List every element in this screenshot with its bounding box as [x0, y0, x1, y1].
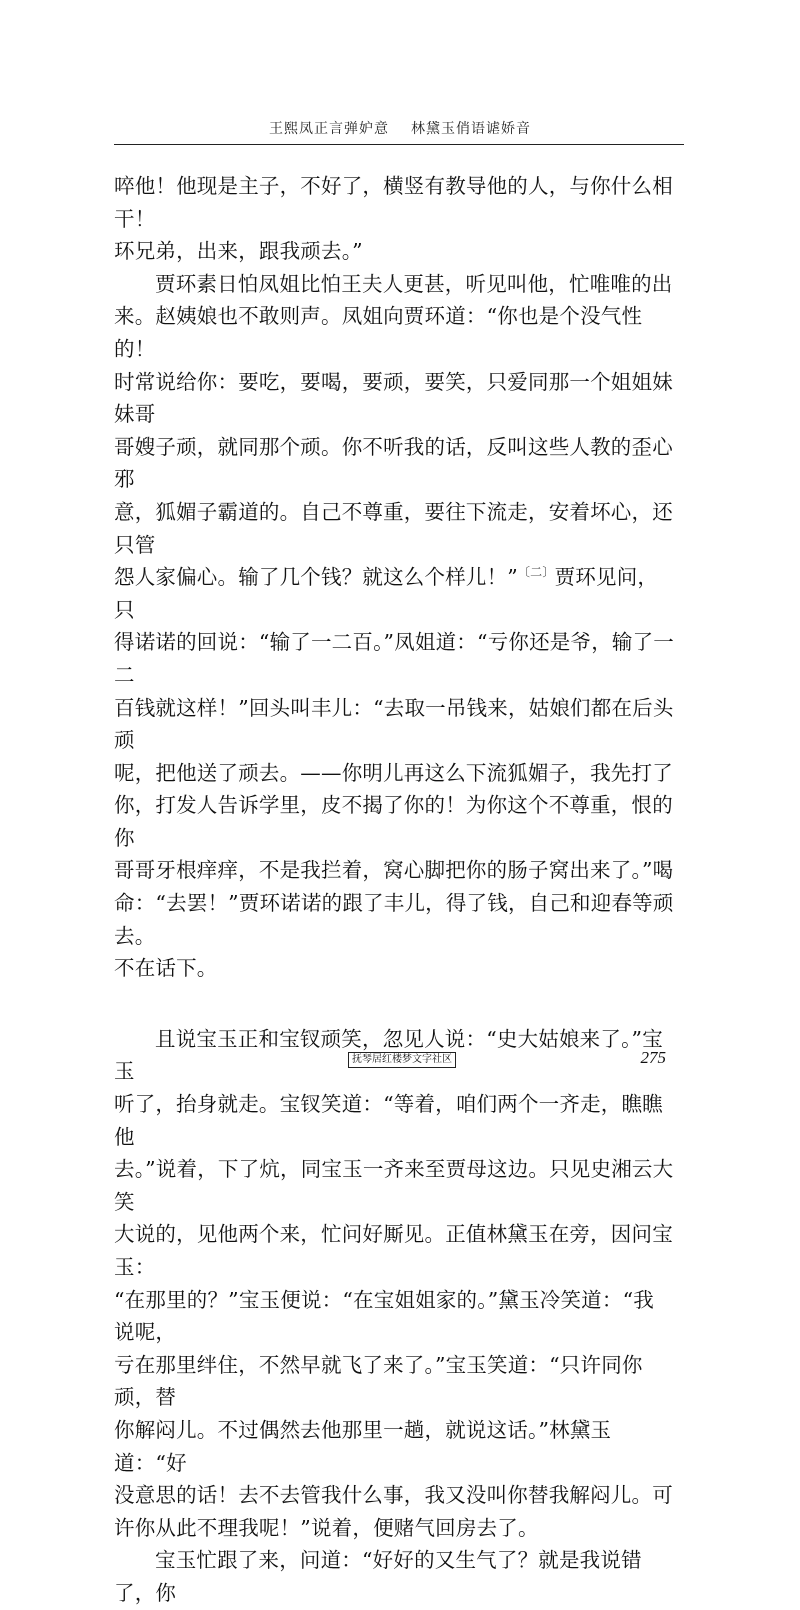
text-line: 你解闷儿。不过偶然去他那里一趟，就说这话。”林黛玉道：“好: [114, 1417, 612, 1475]
text-line: “在那里的？”宝玉便说：“在宝姐姐家的。”黛玉冷笑道：“我说呢，: [114, 1287, 654, 1345]
text-line: 得诺诺的回说：“输了一二百。”凤姐道：“亏你还是爷，输了一二: [114, 630, 674, 687]
text-line-tail: 贾环见问，只: [114, 565, 659, 622]
text-line: 亏在那里绊住，不然早就飞了来了。”宝玉笑道：“只许同你顽，替: [114, 1352, 643, 1410]
running-header: [118, 118, 682, 138]
text-line: 且说宝玉正和宝钗顽笑，忽见人说：“史大姑娘来了。”宝玉: [114, 1026, 663, 1084]
text-line: 啐他！他现是主子，不好了，横竖有教导他的人，与你什么相干！: [114, 174, 673, 231]
header-rule: [114, 144, 684, 145]
paragraph-continuation: [114, 170, 674, 268]
watermark-stamp: 抚琴居红楼梦文字社区: [348, 1052, 456, 1068]
text-line: 怨人家偏心。输了几个钱？就这么个样儿！”: [114, 565, 518, 590]
text-line: 百钱就这样！”回头叫丰儿：“去取一吊钱来，姑娘们都在后头顽: [114, 695, 674, 753]
text-line: 听了，抬身就走。宝钗笑道：“等着，咱们两个一齐走，瞧瞧他: [114, 1092, 663, 1149]
text-line: 去。”说着，下了炕，同宝玉一齐来至贾母这边。只见史湘云大笑: [114, 1157, 674, 1214]
section-break: [114, 985, 674, 1023]
paragraph-baoyu: [114, 1023, 674, 1545]
page-number: 275: [640, 1048, 666, 1067]
text-line: 命：“去罢！”贾环诺诺的跟了丰儿，得了钱，自己和迎春等顽去。: [114, 891, 674, 948]
text-line: 不在话下。: [114, 956, 218, 981]
text-line: 许你从此不理我呢！”说着，便赌气回房去了。: [114, 1515, 539, 1540]
page-footer: [114, 1048, 684, 1082]
text-line: 呢，把他送了顽去。——你明儿再这么下流狐媚子，我先打了: [114, 760, 673, 785]
text-line: 来。赵姨娘也不敢则声。凤姐向贾环道：“你也是个没气性的！: [114, 304, 643, 361]
footnote-marker[interactable]: 〔二〕: [517, 565, 555, 580]
text-line: 大说的，见他两个来，忙问好厮见。正值林黛玉在旁，因问宝玉：: [114, 1222, 673, 1279]
chapter-title-right: 林黛玉俏语谑娇音: [411, 121, 531, 137]
text-line: 没意思的话！去不去管我什么事，我又没叫你替我解闷儿。可: [114, 1483, 673, 1508]
text-line: 哥嫂子顽，就同那个顽。你不听我的话，反叫这些人教的歪心邪: [114, 434, 673, 492]
paragraph-baoyu-follows: [114, 1544, 674, 1609]
text-line: 哥哥牙根痒痒，不是我拦着，窝心脚把你的肠子窝出来了。”喝: [114, 858, 674, 883]
body-text: [114, 170, 674, 1610]
text-line: 时常说给你：要吃，要喝，要顽，要笑，只爱同那一个姐姐妹妹哥: [114, 369, 673, 427]
text-line: 环兄弟，出来，跟我顽去。”: [114, 239, 363, 264]
text-line: 宝玉忙跟了来，问道：“好好的又生气了？就是我说错了，你: [114, 1548, 642, 1605]
text-line: 意，狐媚子霸道的。自己不尊重，要往下流走，安着坏心，还只管: [114, 499, 673, 557]
chapter-title-left: 王熙凤正言弹妒意: [269, 121, 389, 137]
paragraph-jiahuan: [114, 268, 674, 985]
text-line: 贾环素日怕凤姐比怕王夫人更甚，听见叫他，忙唯唯的出: [155, 271, 673, 296]
text-line: 你，打发人告诉学里，皮不揭了你的！为你这个不尊重，恨的你: [114, 793, 673, 850]
